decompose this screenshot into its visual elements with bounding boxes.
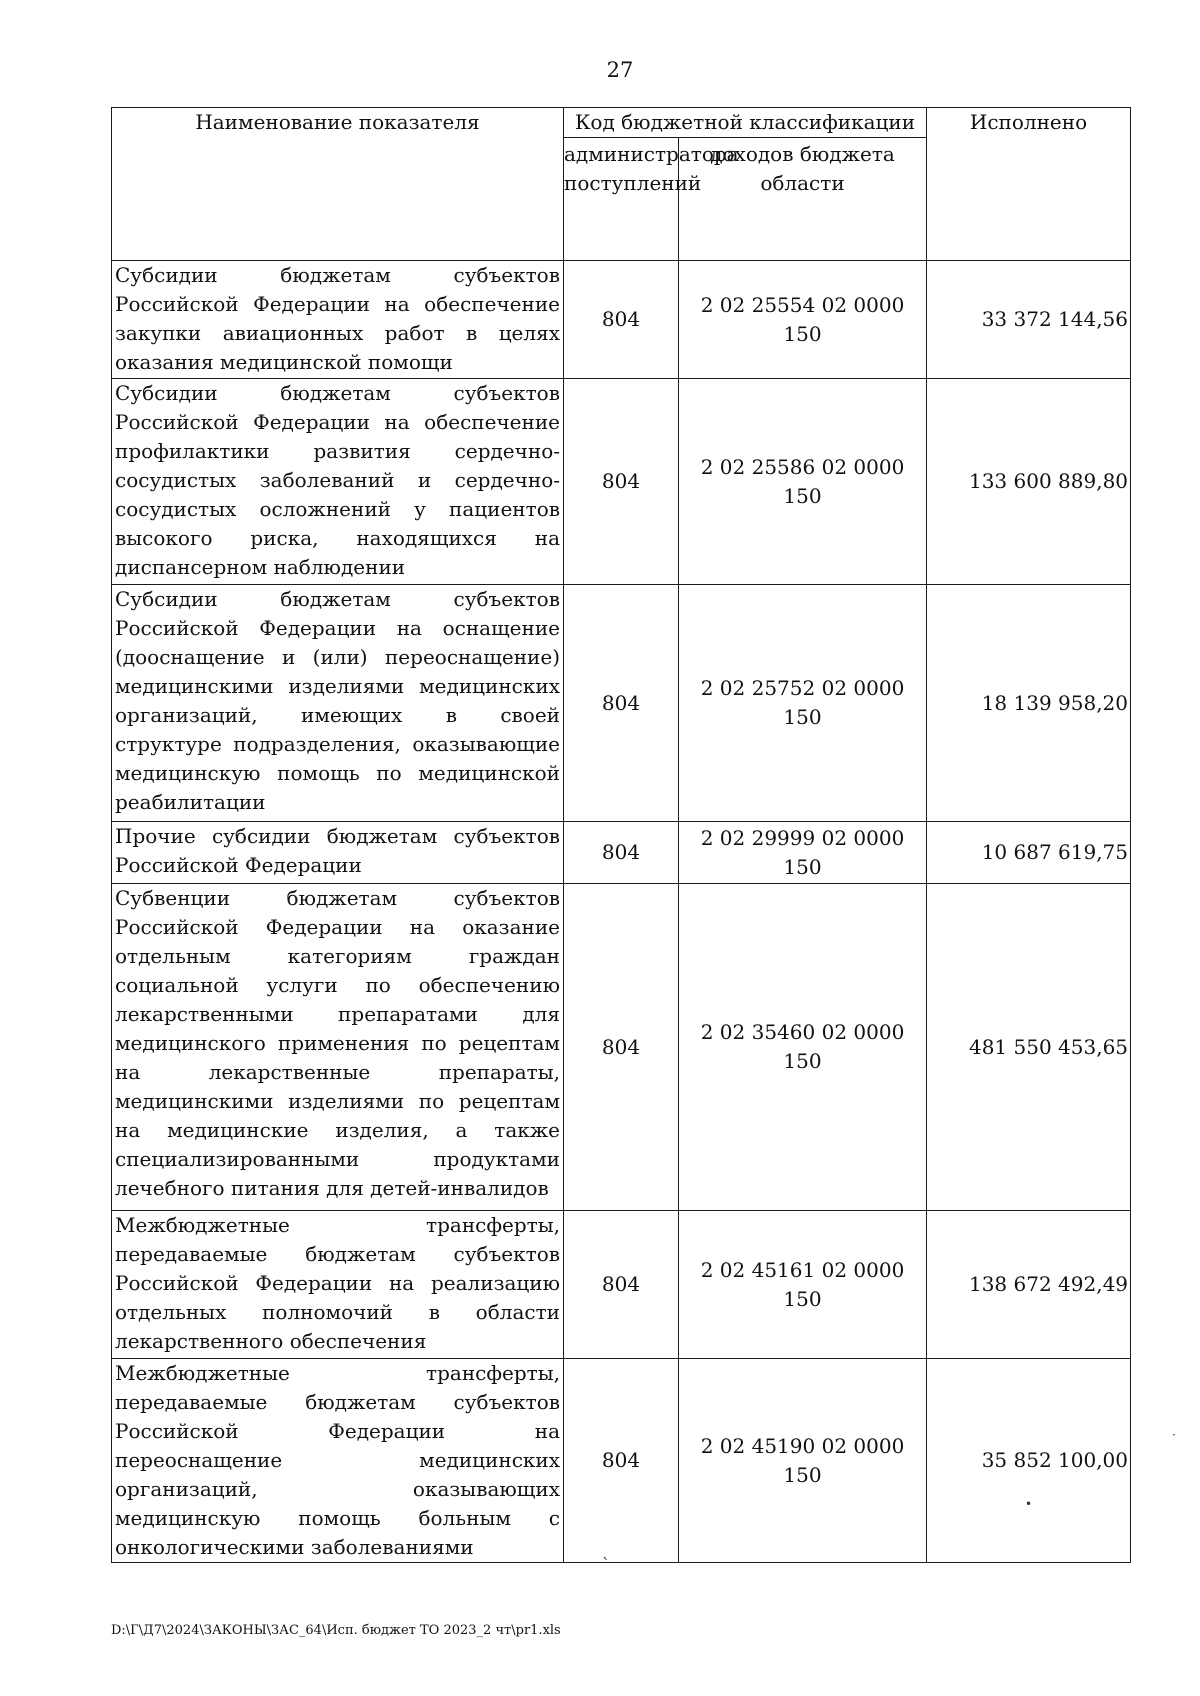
table-row bbox=[112, 1359, 1131, 1563]
scan-speck: ` bbox=[602, 1555, 610, 1574]
footer-file-path: D:\Г\Д7\2024\ЗАКОНЫ\ЗАС_64\Исп. бюджет ТО 2023_2 чт\pr1.xls bbox=[111, 1623, 561, 1638]
table-row bbox=[112, 261, 1131, 379]
row-admin-code: 804 bbox=[564, 379, 679, 585]
table-row bbox=[112, 884, 1131, 1211]
row-amount: 18 139 958,20 bbox=[927, 585, 1131, 822]
header-budget-classification: Код бюджетной классификации bbox=[564, 108, 927, 138]
scan-speck: · bbox=[1172, 1428, 1176, 1442]
row-income-code: 2 02 45161 02 0000 150 bbox=[679, 1211, 927, 1359]
row-admin-code: 804 bbox=[564, 1359, 679, 1563]
header-admin: администратора поступлений bbox=[564, 138, 679, 261]
row-admin-code: 804 bbox=[564, 822, 679, 884]
row-name: Субвенции бюджетам субъектов Российской Федерации на оказание отдельным категориям граждан социальной услуги по обеспечению лекарственными препаратами для медицинского применения по рецептам на лекарственные препараты, медицинскими изделиями по рецептам на медицинские изделия, а также специализированными продуктами лечебного питания для детей-инвалидов bbox=[112, 884, 564, 1211]
row-income-code: 2 02 29999 02 0000 150 bbox=[679, 822, 927, 884]
row-amount: 481 550 453,65 bbox=[927, 884, 1131, 1211]
row-income-code: 2 02 25752 02 0000 150 bbox=[679, 585, 927, 822]
table-row bbox=[112, 585, 1131, 822]
row-admin-code: 804 bbox=[564, 261, 679, 379]
row-name: Субсидии бюджетам субъектов Российской Федерации на оснащение (дооснащение и (или) переоснащение) медицинскими изделиями медицинских организаций, имеющих в своей структуре подразделения, оказывающие медицинскую помощь по медицинской реабилитации bbox=[112, 585, 564, 822]
row-income-code: 2 02 25554 02 0000 150 bbox=[679, 261, 927, 379]
page-number: 27 bbox=[606, 58, 634, 82]
header-name: Наименование показателя bbox=[112, 108, 564, 261]
row-income-code: 2 02 25586 02 0000 150 bbox=[679, 379, 927, 585]
row-amount: 133 600 889,80 bbox=[927, 379, 1131, 585]
scan-speck: • bbox=[1025, 1497, 1033, 1511]
row-admin-code: 804 bbox=[564, 884, 679, 1211]
budget-table bbox=[111, 107, 1131, 1563]
row-name: Субсидии бюджетам субъектов Российской Федерации на обеспечение закупки авиационных работ в целях оказания медицинской помощи bbox=[112, 261, 564, 379]
row-income-code: 2 02 45190 02 0000 150 bbox=[679, 1359, 927, 1563]
header-executed: Исполнено bbox=[927, 108, 1131, 261]
row-admin-code: 804 bbox=[564, 1211, 679, 1359]
header-income-code: доходов бюджета области bbox=[679, 138, 927, 261]
row-amount: 33 372 144,56 bbox=[927, 261, 1131, 379]
row-name: Межбюджетные трансферты, передаваемые бюджетам субъектов Российской Федерации на реализацию отдельных полномочий в области лекарственного обеспечения bbox=[112, 1211, 564, 1359]
row-name: Субсидии бюджетам субъектов Российской Федерации на обеспечение профилактики развития сердечно-сосудистых заболеваний и сердечно-сосудистых осложнений у пациентов высокого риска, находящихся на диспансерном наблюдении bbox=[112, 379, 564, 585]
table-row bbox=[112, 1211, 1131, 1359]
row-amount: 10 687 619,75 bbox=[927, 822, 1131, 884]
row-amount: 35 852 100,00 bbox=[927, 1359, 1131, 1563]
row-name: Межбюджетные трансферты, передаваемые бюджетам субъектов Российской Федерации на переоснащение медицинских организаций, оказывающих медицинскую помощь больным с онкологическими заболеваниями bbox=[112, 1359, 564, 1563]
row-amount: 138 672 492,49 bbox=[927, 1211, 1131, 1359]
row-name: Прочие субсидии бюджетам субъектов Российской Федерации bbox=[112, 822, 564, 884]
row-admin-code: 804 bbox=[564, 585, 679, 822]
table-row bbox=[112, 379, 1131, 585]
table-row bbox=[112, 822, 1131, 884]
row-income-code: 2 02 35460 02 0000 150 bbox=[679, 884, 927, 1211]
